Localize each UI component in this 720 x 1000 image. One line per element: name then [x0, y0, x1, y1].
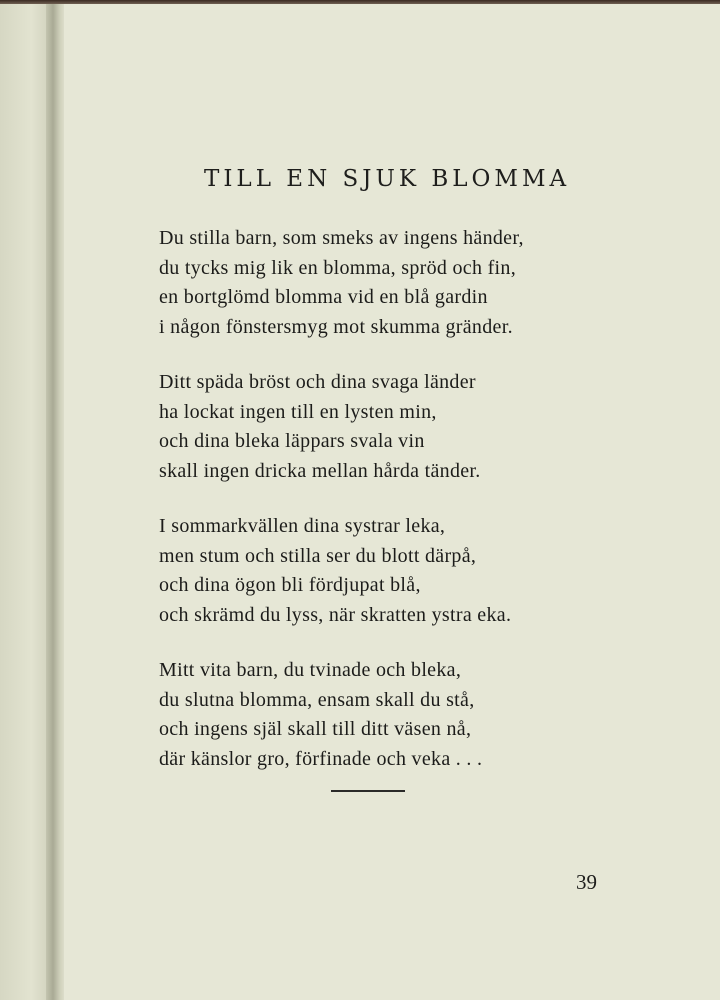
stanza-3	[159, 512, 659, 630]
left-page-edge	[0, 4, 52, 1000]
poem-line: du tycks mig lik en blomma, spröd och fin,	[159, 256, 517, 279]
poem-line: och dina ögon bli fördjupat blå,	[159, 574, 421, 596]
poem-line: du slutna blomma, ensam skall du stå,	[159, 688, 475, 711]
poem-line: och dina bleka läppars svala vin	[159, 430, 425, 452]
stanza-2	[159, 368, 659, 486]
book-gutter	[46, 4, 66, 1000]
poem-title: TILL EN SJUK BLOMMA	[204, 166, 571, 192]
poem-line: i någon fönstersmyg mot skumma gränder.	[159, 315, 513, 338]
poem-line: skall ingen dricka mellan hårda tänder.	[159, 459, 481, 482]
stanza-4	[159, 656, 659, 774]
poem-line: I sommarkvällen dina systrar leka,	[159, 515, 446, 537]
poem-line: en bortglömd blomma vid en blå gardin	[159, 286, 488, 308]
poem-line: Ditt späda bröst och dina svaga länder	[159, 371, 476, 393]
poem-body	[159, 224, 659, 800]
poem-line: ha lockat ingen till en lysten min,	[159, 400, 437, 423]
poem-line: där känslor gro, förfinade och veka . . .	[159, 747, 483, 770]
stanza-1	[159, 224, 659, 342]
page-number: 39	[576, 870, 597, 894]
poem-line: Mitt vita barn, du tvinade och bleka,	[159, 659, 462, 681]
poem-line: Du stilla barn, som smeks av ingens händer,	[159, 227, 524, 249]
poem-line: och skrämd du lyss, när skratten ystra eka.	[159, 603, 512, 626]
book-page	[64, 4, 720, 1000]
end-rule	[331, 790, 405, 792]
poem-line: men stum och stilla ser du blott därpå,	[159, 544, 477, 567]
poem-line: och ingens själ skall till ditt väsen nå,	[159, 718, 472, 740]
